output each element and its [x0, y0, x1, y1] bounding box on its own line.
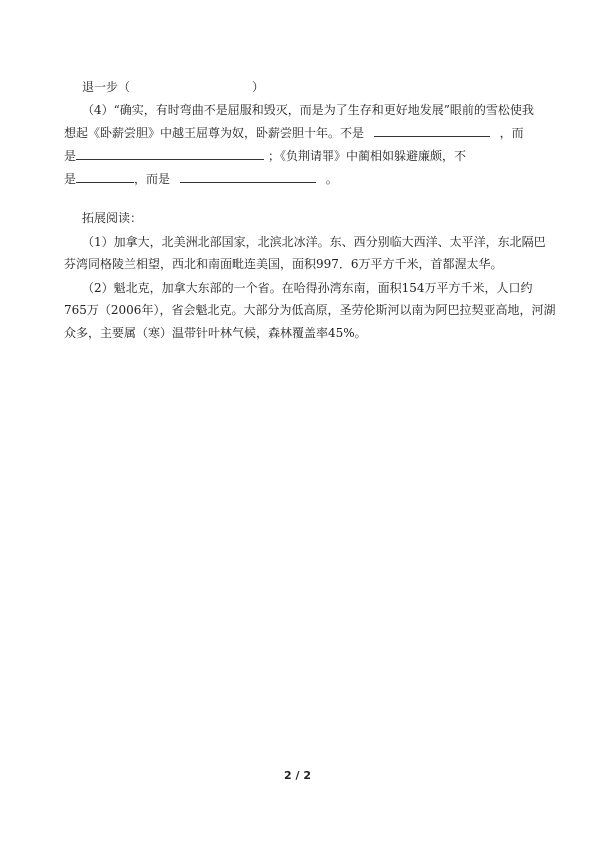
line3-start: 是	[64, 149, 77, 163]
page-number: 2 / 2	[284, 769, 311, 782]
answer-blank-2[interactable]	[76, 148, 264, 160]
line3-end: ；《负荆请罪》中蔺相如躲避廉颇，不	[268, 149, 467, 163]
answer-blank-1[interactable]	[374, 125, 490, 137]
exercise-line-3	[64, 148, 466, 164]
paragraph-1-line-2: 芬湾同格陵兰相望，西北和南面毗连美国，面积997．6万平方千米，首都渥太华。	[64, 257, 503, 271]
line4-start: 是	[64, 172, 77, 186]
exercise-line-1: （4）“确实，有时弯曲不是屈服和毁灭，而是为了生存和更好地发展”眼前的雪松使我	[82, 103, 534, 117]
line2-end: ，而	[499, 126, 524, 140]
line0-start: 退一步（	[82, 80, 131, 94]
paragraph-2-line-2: 765万（2006年），省会魁北克。大部分为低高原，圣劳伦斯河以南为阿巴拉契亚高地，河湖	[64, 303, 556, 317]
paragraph-1-line-1: （1）加拿大，北美洲北部国家，北滨北冰洋。东、西分别临大西洋、太平洋，东北隔巴	[82, 235, 546, 249]
paragraph-2-line-3: 众多，主要属（寒）温带针叶林气候，森林覆盖率45%。	[64, 326, 367, 340]
paragraph-2-line-1: （2）魁北克，加拿大东部的一个省。在哈得孙湾东南，面积154万平方千米，人口约	[82, 281, 533, 295]
extended-reading-heading: 拓展阅读：	[82, 211, 143, 225]
line2-start: 想起《卧薪尝胆》中越王屈尊为奴，卧薪尝胆十年。不是	[64, 126, 365, 140]
line0-end: ）	[252, 80, 265, 94]
exercise-line-0	[82, 79, 264, 95]
exercise-line-4	[64, 171, 338, 187]
line4-end: 。	[325, 172, 338, 186]
line4-mid: ，而是	[134, 172, 171, 186]
answer-blank-3[interactable]	[76, 171, 134, 183]
exercise-line-2	[64, 125, 524, 141]
answer-blank-4[interactable]	[180, 171, 316, 183]
